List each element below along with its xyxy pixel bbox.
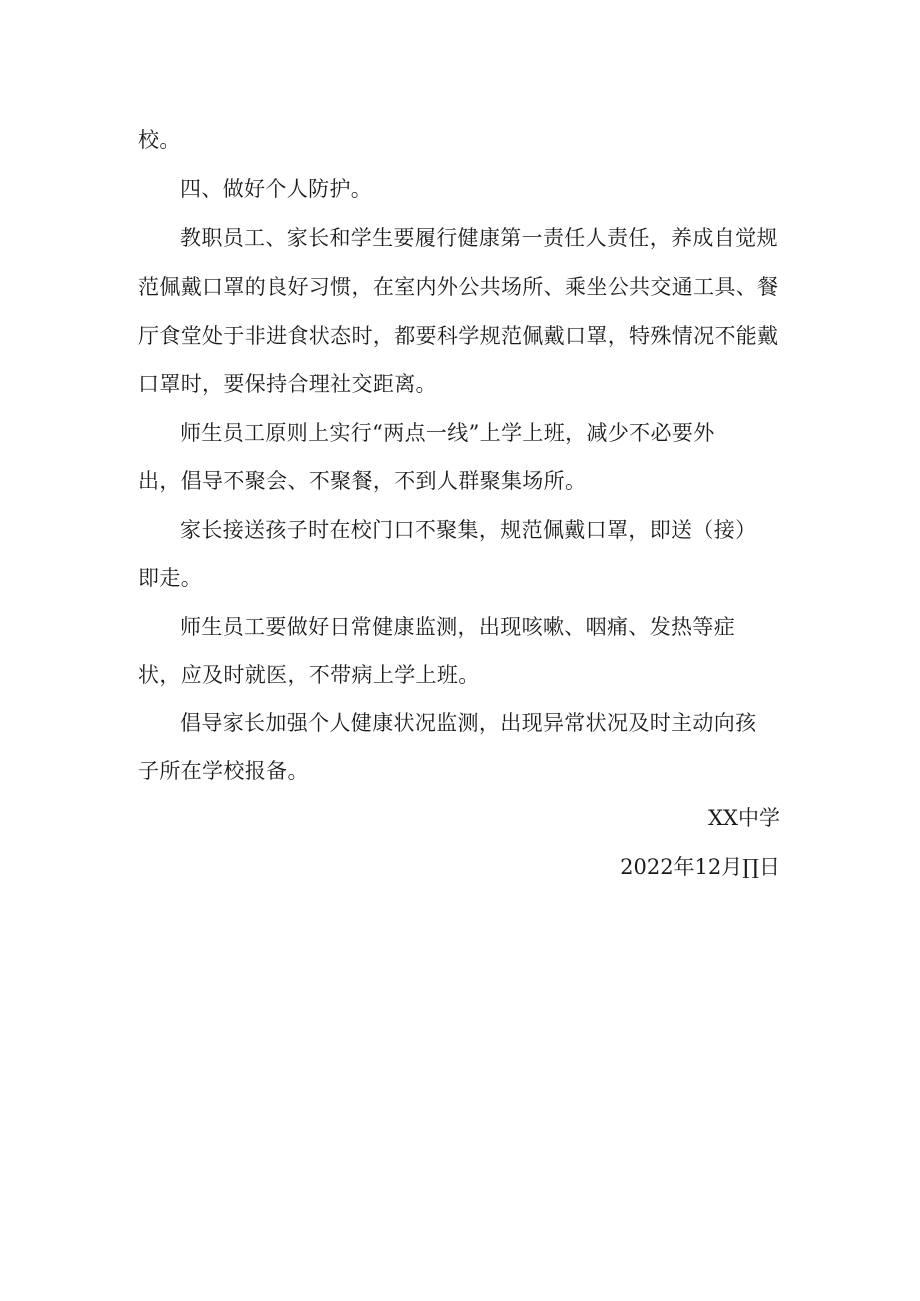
- text-line: 倡导家长加强个人健康状况监测，出现异常状况及时主动向孩: [180, 711, 757, 735]
- text-line: 教职员工、家长和学生要履行健康第一责任人责任，养成自觉规: [180, 226, 778, 250]
- text-line: 厅食堂处于非进食状态时，都要科学规范佩戴口罩，特殊情况不能戴: [138, 324, 779, 348]
- text-line: 子所在学校报备。: [138, 759, 309, 783]
- text-line: 状，应及时就医，不带病上学上班。: [138, 663, 480, 687]
- text-line: 家长接送孩子时在校门口不聚集，规范佩戴口罩，即送（接）: [180, 518, 757, 542]
- text-line: 校。: [138, 128, 181, 152]
- section-heading: 四、做好个人防护。: [180, 177, 373, 201]
- text-line: 口罩时，要保持合理社交距离。: [138, 372, 437, 396]
- signature: XX中学: [708, 806, 780, 830]
- text-line: 出，倡导不聚会、不聚餐，不到人群聚集场所。: [138, 469, 587, 493]
- date: 2022年12月∏日: [620, 855, 780, 879]
- text-line: 师生员工要做好日常健康监测，出现咳嗽、咽痛、发热等症: [180, 615, 736, 639]
- text-line: 师生员工原则上实行“两点一线”上学上班，减少不必要外: [180, 421, 715, 445]
- text-line: 范佩戴口罩的良好习惯，在室内外公共场所、乘坐公共交通工具、餐: [138, 275, 779, 299]
- text-line: 即走。: [138, 566, 203, 590]
